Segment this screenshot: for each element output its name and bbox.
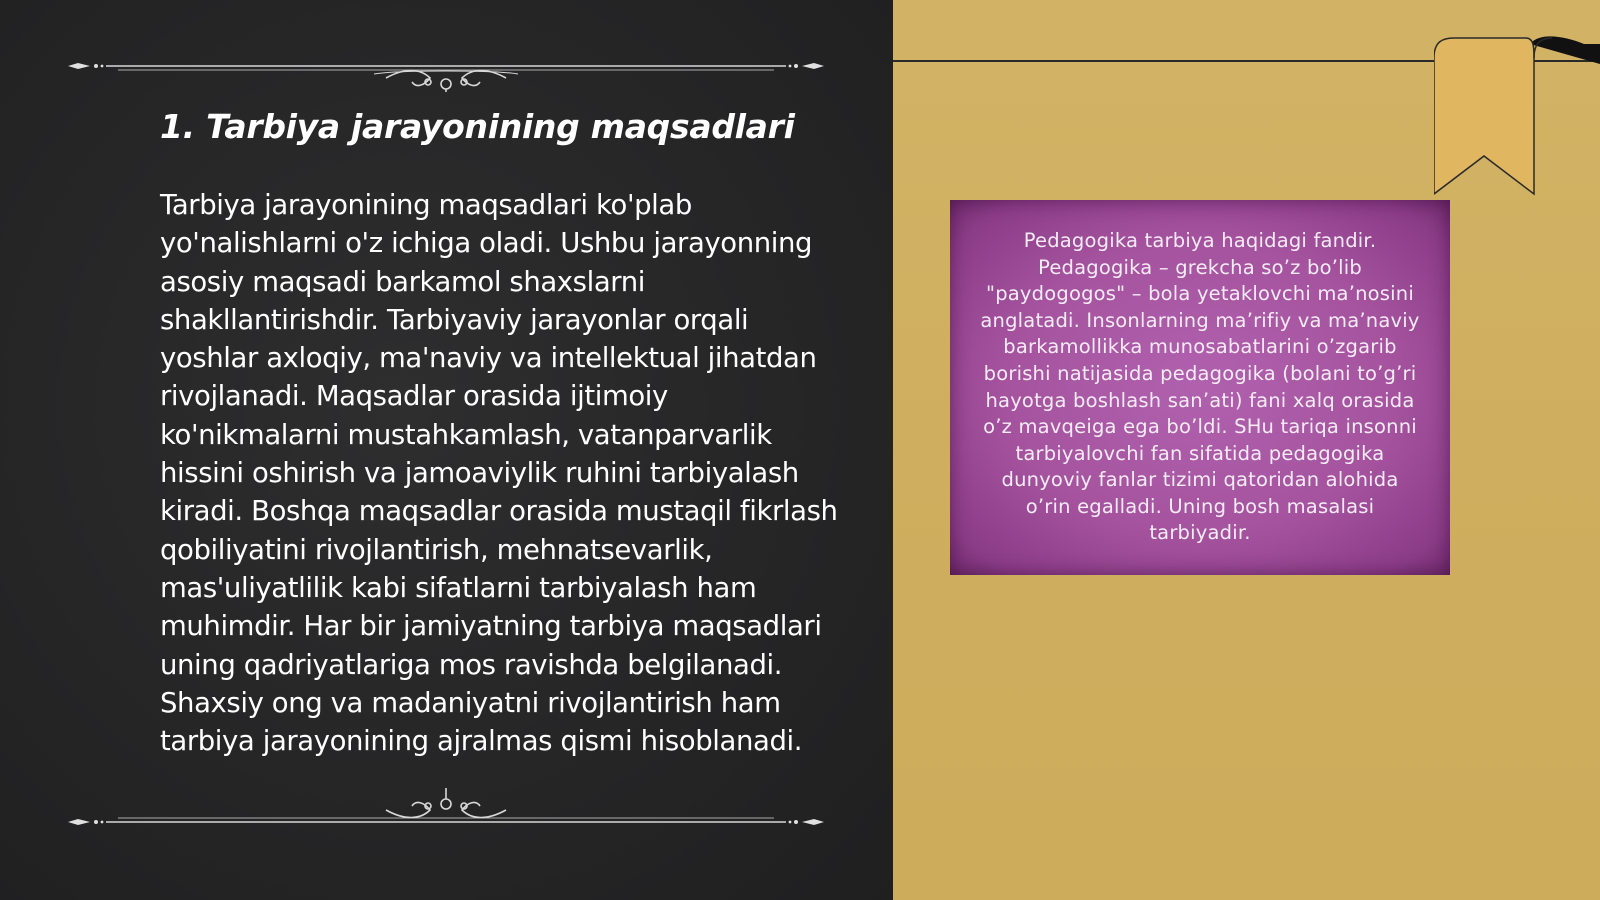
quote-card-text: Pedagogika tarbiya haqidagi fandir. Pedagogika – grekcha so’z bo’lib "paydogogos" – bola yetaklovchi ma’nosini anglatadi. Insonlarning ma’rifiy va ma’naviy barkamollikka munosabatlarini o’zgarib borishi natijasida pedagogika (bolani to’g’ri hayotga boshlash san’ati) fani xalq orasida o’z mavqeiga ega bo’ldi. SHu tariqa insonni tarbiyalovchi fan sifatida pedagogika dunyoviy fanlar tizimi qatoridan alohida o’rin egalladi. Uning bosh masalasi tarbiyadir. [980,228,1420,545]
slide-body-text: Tarbiya jarayonining maqsadlari ko'plab yo'nalishlarni o'z ichiga oladi. Ushbu jarayonning asosiy maqsadi barkamol shaxslarni shakllantirishdir. Tarbiyaviy jarayonlar orqali yoshlar axloqiy, ma'naviy va intellektual jihatdan rivojlanadi. Maqsadlar orasida ijtimoiy ko'nikmalarni mustahkamlash, vatanparvarlik hissini oshirish va jamoaviylik ruhini tarbiyalash kiradi. Boshqa maqsadlar orasida mustaqil fikrlash qobiliyatini rivojlantirish, mehnatsevarlik, mas'uliyatlilik kabi sifatlarni tarbiyalash ham muhimdir. Har bir jamiyatning tarbiya maqsadlari uning qadriyatlariga mos ravishda belgilanadi. Shaxsiy ong va madaniyatni rivojlantirish ham tarbiya jarayonining ajralmas qismi hisoblanadi. [160,189,838,758]
top-ornament-divider-icon [68,42,824,92]
bottom-ornament-divider-icon [68,786,824,836]
bookmark-ribbon-icon [1434,34,1600,200]
quote-card [950,200,1450,575]
slide-title: 1. Tarbiya jarayonining maqsadlari [160,107,795,146]
